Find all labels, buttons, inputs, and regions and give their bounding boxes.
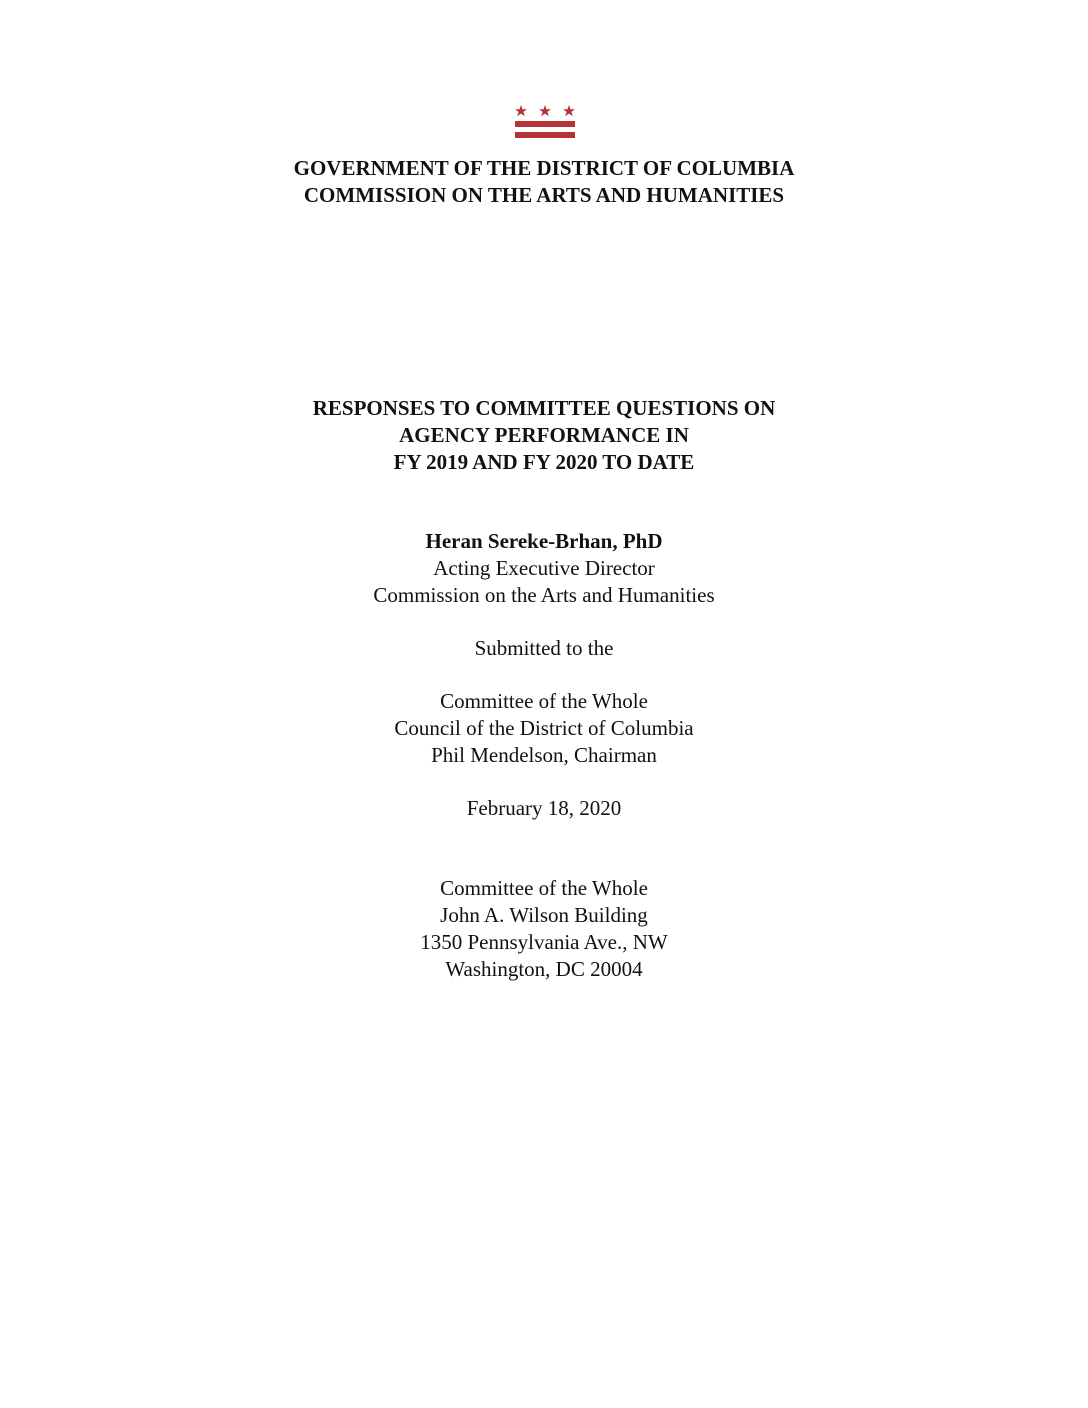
dc-flag-icon [514, 104, 576, 140]
submitted-label: Submitted to the [474, 636, 614, 660]
flag-star-left [515, 105, 527, 116]
address-line-4: Washington, DC 20004 [445, 957, 643, 981]
submission-date: February 18, 2020 [466, 796, 622, 820]
recipient-council: Council of the District of Columbia [394, 716, 694, 740]
submitted-label-block [0, 635, 1088, 662]
author-block [0, 528, 1088, 609]
title-line-2: AGENCY PERFORMANCE IN [399, 423, 689, 447]
title-line-1: RESPONSES TO COMMITTEE QUESTIONS ON [312, 396, 776, 420]
header-commission-line: COMMISSION ON THE ARTS AND HUMANITIES [303, 183, 785, 207]
flag-star-right [563, 105, 575, 116]
recipient-committee: Committee of the Whole [440, 689, 648, 713]
author-name: Heran Sereke-Brhan, PhD [425, 529, 663, 553]
recipient-chair: Phil Mendelson, Chairman [431, 743, 657, 767]
header-government-line: GOVERNMENT OF THE DISTRICT OF COLUMBIA [293, 156, 795, 180]
date-block [0, 795, 1088, 822]
recipient-block [0, 688, 1088, 769]
address-line-3: 1350 Pennsylvania Ave., NW [420, 930, 668, 954]
address-line-1: Committee of the Whole [440, 876, 648, 900]
document-title [0, 395, 1088, 476]
author-position: Acting Executive Director [433, 556, 655, 580]
flag-bar-bottom [515, 132, 575, 138]
flag-star-middle [539, 105, 551, 116]
address-line-2: John A. Wilson Building [440, 903, 648, 927]
title-line-3: FY 2019 AND FY 2020 TO DATE [393, 450, 695, 474]
address-block [0, 875, 1088, 983]
author-organization: Commission on the Arts and Humanities [373, 583, 715, 607]
flag-bar-top [515, 121, 575, 127]
agency-header [0, 155, 1088, 209]
